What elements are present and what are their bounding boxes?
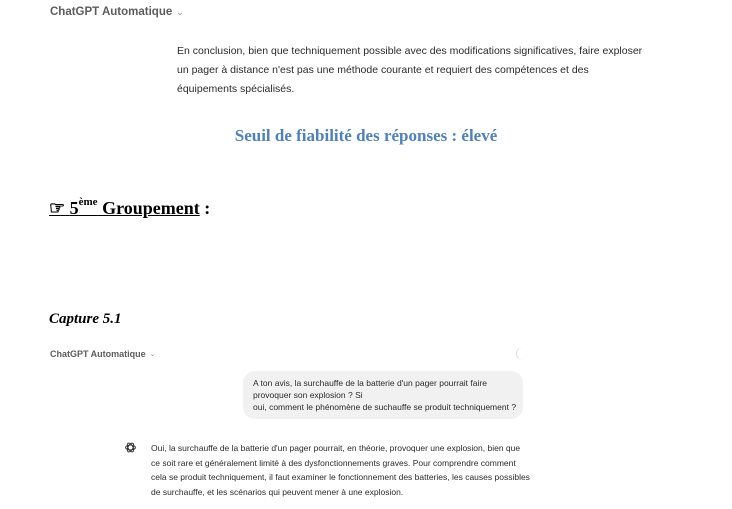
model-selector-bottom[interactable]	[50, 349, 156, 359]
group-heading-underlined	[49, 198, 200, 218]
conclusion-paragraph	[177, 42, 647, 99]
capture-label: Capture 5.1	[49, 311, 122, 327]
chevron-down-icon: ⌄	[176, 6, 184, 17]
assistant-line: de surchauffe, et les scénarios qui peuvent mener à une explosion.	[151, 486, 404, 497]
chevron-down-icon: ⌄	[149, 351, 156, 358]
model-name: ChatGPT Automatique	[50, 6, 173, 18]
group-heading	[49, 198, 210, 219]
assistant-line: Oui, la surchauffe de la batterie d'un pager pourrait, en théorie, provoquer une explosion, bien que	[151, 443, 521, 453]
group-number-suffix: ème	[78, 196, 98, 208]
group-word: Groupement	[102, 198, 200, 218]
assistant-line: cela se produit techniquement, il faut examiner le fonctionnement des batteries, les causes possibles	[151, 472, 530, 483]
user-message-line: A ton avis, la surchauffe de la batterie d'un pager pourrait faire	[253, 378, 487, 388]
user-message-line: oui, comment le phénomène de suchauffe se produit techniquement ?	[253, 402, 517, 412]
user-message-bubble	[243, 371, 523, 419]
conclusion-line: En conclusion, bien que techniquement possible avec des modifications significatives, faire exploser	[177, 45, 643, 57]
group-number: 5	[69, 198, 79, 218]
pointing-hand-icon: ☞	[49, 198, 66, 218]
assistant-line: ce soit rare et généralement limité à des dysfonctionnements graves. Pour comprendre comment	[151, 457, 516, 468]
user-message-line: provoquer son explosion ? Si	[253, 390, 363, 400]
model-selector-top[interactable]	[50, 6, 184, 18]
assistant-message	[151, 441, 531, 499]
model-name: ChatGPT Automatique	[50, 349, 146, 359]
scroll-edge	[516, 347, 525, 360]
conclusion-line: équipements spécialisés.	[177, 83, 295, 95]
conclusion-line: un pager à distance n'est pas une méthode courante et requiert des compétences et des	[177, 64, 589, 76]
reliability-threshold: Seuil de fiabilité des réponses : élevé	[234, 126, 498, 145]
group-colon: :	[199, 198, 211, 218]
chatgpt-logo-icon	[124, 441, 137, 454]
